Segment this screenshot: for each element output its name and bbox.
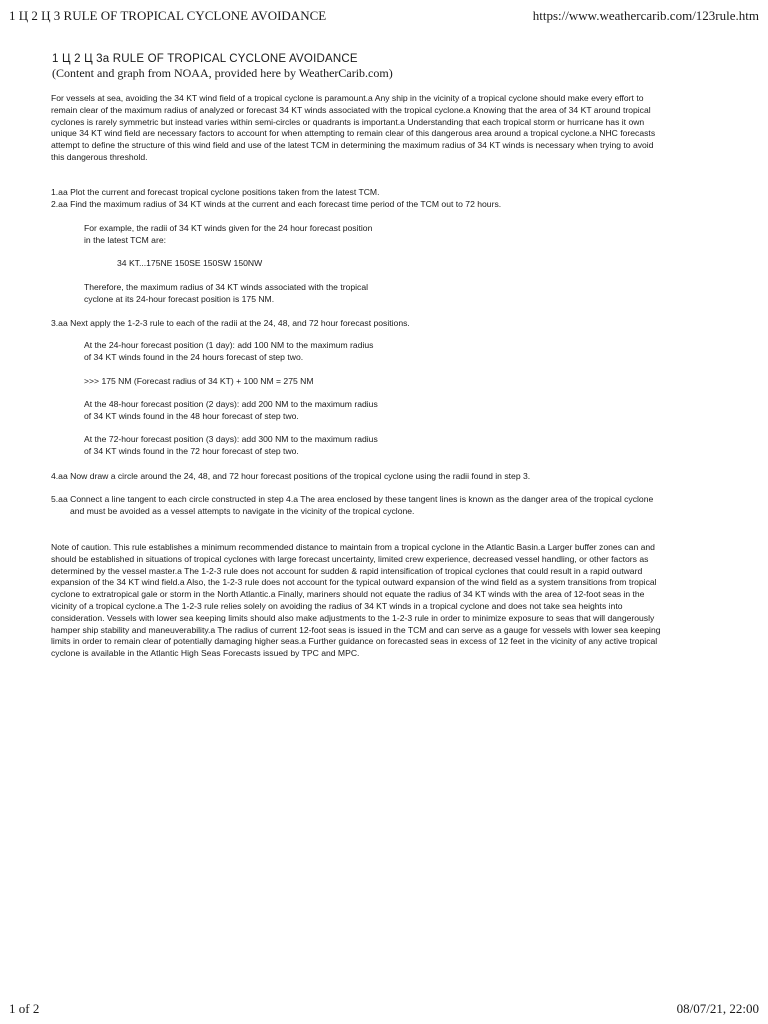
intro-paragraph bbox=[51, 93, 721, 164]
text-line: 34 KT...175NE 150SE 150SW 150NW bbox=[117, 258, 263, 268]
text-line: Therefore, the maximum radius of 34 KT winds associated with the tropical bbox=[84, 282, 369, 292]
text-line: At the 48-hour forecast position (2 days): add 200 NM to the maximum radius bbox=[84, 399, 378, 409]
text-line: attempt to define the structure of this wind field and use of the latest TCM in determining the maximum radius of 34 KT winds is necessary when trying to avoid bbox=[51, 140, 654, 151]
text-line: of 34 KT winds found in the 48 hour forecast of step two. bbox=[84, 410, 299, 421]
example-paragraph bbox=[84, 223, 754, 247]
step-4 bbox=[51, 471, 721, 483]
print-datetime: 08/07/21, 22:00 bbox=[676, 1001, 759, 1016]
text-line: limits in order to remain clear of potentially damaging higher seas.a Further guidance on forecasted seas in excess of 12 feet in the vicinity of any active tropical bbox=[51, 636, 658, 647]
text-line: expansion of the 34 KT wind field.a Also, the 1-2-3 rule does not account for the typical outward expansion of the wind field as a system transitions from tropical bbox=[51, 577, 657, 588]
text-line: of 34 KT winds found in the 72 hour forecast of step two. bbox=[84, 445, 299, 456]
step-3-calculation bbox=[84, 376, 754, 388]
text-line: For vessels at sea, avoiding the 34 KT wind field of a tropical cyclone is paramount.a Any ship in the vicinity of a tropical cyclone should make every effort to bbox=[51, 93, 644, 103]
text-line: 5.aa Connect a line tangent to each circle constructed in step 4.a The area enclosed by these tangent lines is known as the danger area of the tropical cyclone bbox=[51, 494, 654, 504]
text-line: >>> 175 NM (Forecast radius of 34 KT) + 100 NM = 275 NM bbox=[84, 376, 314, 386]
text-line: 4.aa Now draw a circle around the 24, 48, and 72 hour forecast positions of the tropical cyclone using the radii found in step 3. bbox=[51, 471, 531, 481]
text-line: determined by the vessel master.a The 1-2-3 rule does not account for sudden & rapid intensification of tropical cyclones that could result in a rapid outward bbox=[51, 565, 643, 576]
text-line: Note of caution. This rule establishes a minimum recommended distance to maintain from a tropical cyclone in the Atlantic Basin.a Larger buffer zones can and bbox=[51, 542, 655, 552]
kt-radii-line bbox=[117, 258, 768, 270]
text-line: unique 34 KT wind field are necessary factors to account for when attempting to remain clear of this dangerous area around a tropical cyclone.a NHC forecasts bbox=[51, 128, 656, 139]
document-title: 1 Ц 2 Ц 3a RULE OF TROPICAL CYCLONE AVOIDANCE bbox=[52, 53, 358, 65]
text-line: cyclone at its 24-hour forecast position is 175 NM. bbox=[84, 293, 275, 304]
step-5 bbox=[51, 494, 721, 518]
text-line: and must be avoided as a vessel attempts to navigate in the vicinity of the tropical cyclone. bbox=[70, 505, 415, 516]
step-2: 2.aa Find the maximum radius of 34 KT winds at the current and each forecast time period of the TCM out to 72 hours. bbox=[51, 198, 502, 209]
text-line: remain clear of the maximum radius of analyzed or forecast 34 KT winds associated with the tropical cyclone.a Knowing that the area of 34 KT around tropical bbox=[51, 104, 651, 115]
header-title: 1 Ц 2 Ц 3 RULE OF TROPICAL CYCLONE AVOIDANCE bbox=[9, 8, 327, 23]
text-line: For example, the radii of 34 KT winds given for the 24 hour forecast position bbox=[84, 223, 373, 233]
document-subtitle: (Content and graph from NOAA, provided here by WeatherCarib.com) bbox=[52, 65, 393, 80]
text-line: 3.aa Next apply the 1-2-3 rule to each of the radii at the 24, 48, and 72 hour forecast positions. bbox=[51, 318, 410, 328]
print-footer bbox=[9, 1001, 759, 1017]
text-line: this dangerous threshold. bbox=[51, 151, 148, 162]
steps-one-two bbox=[51, 187, 721, 211]
text-line: vicinity of a tropical cyclone.a The 1-2-3 rule relies solely on avoiding the radius of 34 KT winds in a tropical cyclone and does not take sea heights into bbox=[51, 600, 623, 611]
example-conclusion bbox=[84, 282, 754, 306]
text-line: At the 72-hour forecast position (3 days): add 300 NM to the maximum radius bbox=[84, 434, 378, 444]
text-line: hamper ship stability and maneuverability.a The radius of current 12-foot seas is issued in the TCM and can serve as a gauge for vessels with lower sea keeping bbox=[51, 624, 661, 635]
text-line: cyclone to extratropical gale or storm in the North Atlantic.a Finally, mariners should not equate the radius of 34 KT winds with the area of 12-foot seas in the bbox=[51, 589, 645, 600]
document-title-block bbox=[52, 53, 393, 80]
step-3-day-2 bbox=[84, 399, 754, 423]
text-line: should be established in situations of tropical cyclones with large forecast uncertainty, limited crew experience, decreased vessel handling, or other factors as bbox=[51, 553, 649, 564]
caution-paragraph bbox=[51, 542, 721, 660]
step-3-day-3 bbox=[84, 434, 754, 458]
print-header bbox=[9, 8, 759, 24]
text-line: in the latest TCM are: bbox=[84, 234, 166, 245]
text-line: cyclone is available in the Atlantic High Seas Forecasts issued by TPC and MPC. bbox=[51, 648, 360, 659]
text-line: of 34 KT winds found in the 24 hours forecast of step two. bbox=[84, 351, 304, 362]
step-3 bbox=[51, 318, 721, 330]
text-line: cyclones is rarely symmetric but instead varies within semi-circles or quadrants is important.a Understanding that each tropical storm or hurricane has it own bbox=[51, 116, 645, 127]
step-1: 1.aa Plot the current and forecast tropical cyclone positions taken from the latest TCM. bbox=[51, 187, 380, 197]
page-number: 1 of 2 bbox=[9, 1001, 40, 1016]
header-url[interactable]: https://www.weathercarib.com/123rule.htm bbox=[532, 8, 759, 23]
step-3-day-1 bbox=[84, 340, 754, 364]
text-line: consideration. Vessels with lower sea keeping limits should also make adjustments to the 1-2-3 rule in order to minimize exposure to seas that will dangerously bbox=[51, 612, 655, 623]
text-line: At the 24-hour forecast position (1 day): add 100 NM to the maximum radius bbox=[84, 340, 374, 350]
